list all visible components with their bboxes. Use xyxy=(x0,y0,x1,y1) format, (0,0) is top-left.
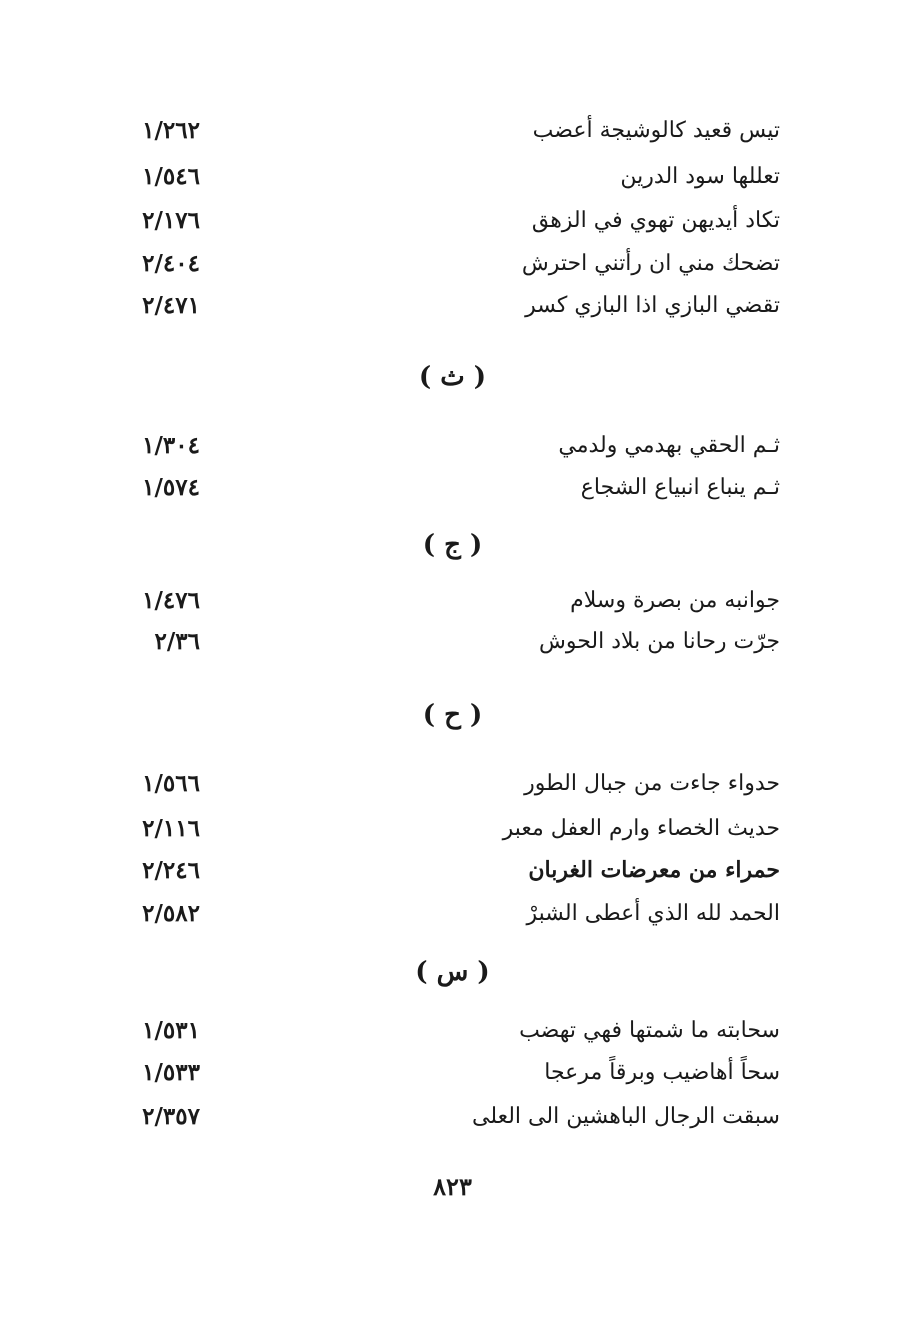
index-entry xyxy=(110,621,780,661)
entry-reference: ١/٥٦٦ xyxy=(142,769,200,797)
index-entry xyxy=(110,156,780,196)
entry-reference: ٢/١١٦ xyxy=(142,814,200,842)
entry-verse: سحابته ما شمتها فهي تهضب xyxy=(519,1017,780,1043)
entry-reference: ١/٣٠٤ xyxy=(142,431,200,459)
entry-verse: الحمد لله الذي أعطى الشبرْ xyxy=(526,900,780,926)
index-entry xyxy=(110,110,780,150)
page-number: ٨٢٣ xyxy=(433,1172,472,1201)
entry-reference: ٢/١٧٦ xyxy=(142,206,200,234)
index-entry xyxy=(110,763,780,803)
entry-verse: سبقت الرجال الباهشين الى العلى xyxy=(472,1103,780,1129)
index-entry xyxy=(110,1096,780,1136)
entry-verse: حديث الخصاء وارم العفل معبر xyxy=(502,815,780,841)
entry-reference: ٢/٢٤٦ xyxy=(142,856,200,884)
index-entry xyxy=(110,1010,780,1050)
index-entry xyxy=(110,285,780,325)
entry-reference: ٢/٤٧١ xyxy=(142,291,200,319)
index-entry xyxy=(110,425,780,465)
entry-reference: ٢/٣٥٧ xyxy=(142,1102,200,1130)
entry-verse: تعللها سود الدرين xyxy=(620,163,780,189)
section-heading: ( ج ) xyxy=(422,530,483,560)
entry-reference: ١/٢٦٢ xyxy=(142,116,200,144)
section-heading: ( ح ) xyxy=(422,700,483,730)
entry-verse: جرّت رحانا من بلاد الحوش xyxy=(539,628,780,654)
entry-reference: ٢/٤٠٤ xyxy=(142,249,200,277)
index-entry xyxy=(110,1052,780,1092)
entry-verse: تضحك مني ان رأتني احترش xyxy=(521,250,780,276)
entry-reference: ٢/٥٨٢ xyxy=(142,899,200,927)
entry-reference: ١/٥٣١ xyxy=(142,1016,200,1044)
entry-reference: ١/٥٤٦ xyxy=(142,162,200,190)
entry-verse: سحاً أهاضيب وبرقاً مرعجا xyxy=(544,1059,780,1085)
index-entry xyxy=(110,243,780,283)
entry-verse: ثـم الحقي بهدمي ولدمي xyxy=(558,432,780,458)
entry-reference: ١/٥٣٣ xyxy=(142,1058,200,1086)
entry-reference: ٢/٣٦ xyxy=(154,627,200,655)
index-entry xyxy=(110,200,780,240)
entry-reference: ١/٤٧٦ xyxy=(142,586,200,614)
entry-verse: تكاد أيديهن تهوي في الزهق xyxy=(531,207,780,233)
section-heading: ( ث ) xyxy=(418,362,487,392)
index-entry xyxy=(110,580,780,620)
entry-verse: تقضي البازي اذا البازي كسر xyxy=(525,292,780,318)
entry-verse: ثـم ينباع انبياع الشجاع xyxy=(580,474,780,500)
entry-verse: تيس قعيد كالوشيجة أعضب xyxy=(532,117,780,143)
index-entry xyxy=(110,850,780,890)
section-heading: ( س ) xyxy=(415,957,490,987)
index-entry xyxy=(110,893,780,933)
index-entry xyxy=(110,467,780,507)
index-entry xyxy=(110,808,780,848)
entry-verse: حمراء من معرضات الغربان xyxy=(528,857,780,883)
entry-verse: جوانبه من بصرة وسلام xyxy=(570,587,780,613)
entry-verse: حدواء جاءت من جبال الطور xyxy=(524,770,780,796)
entry-reference: ١/٥٧٤ xyxy=(142,473,200,501)
